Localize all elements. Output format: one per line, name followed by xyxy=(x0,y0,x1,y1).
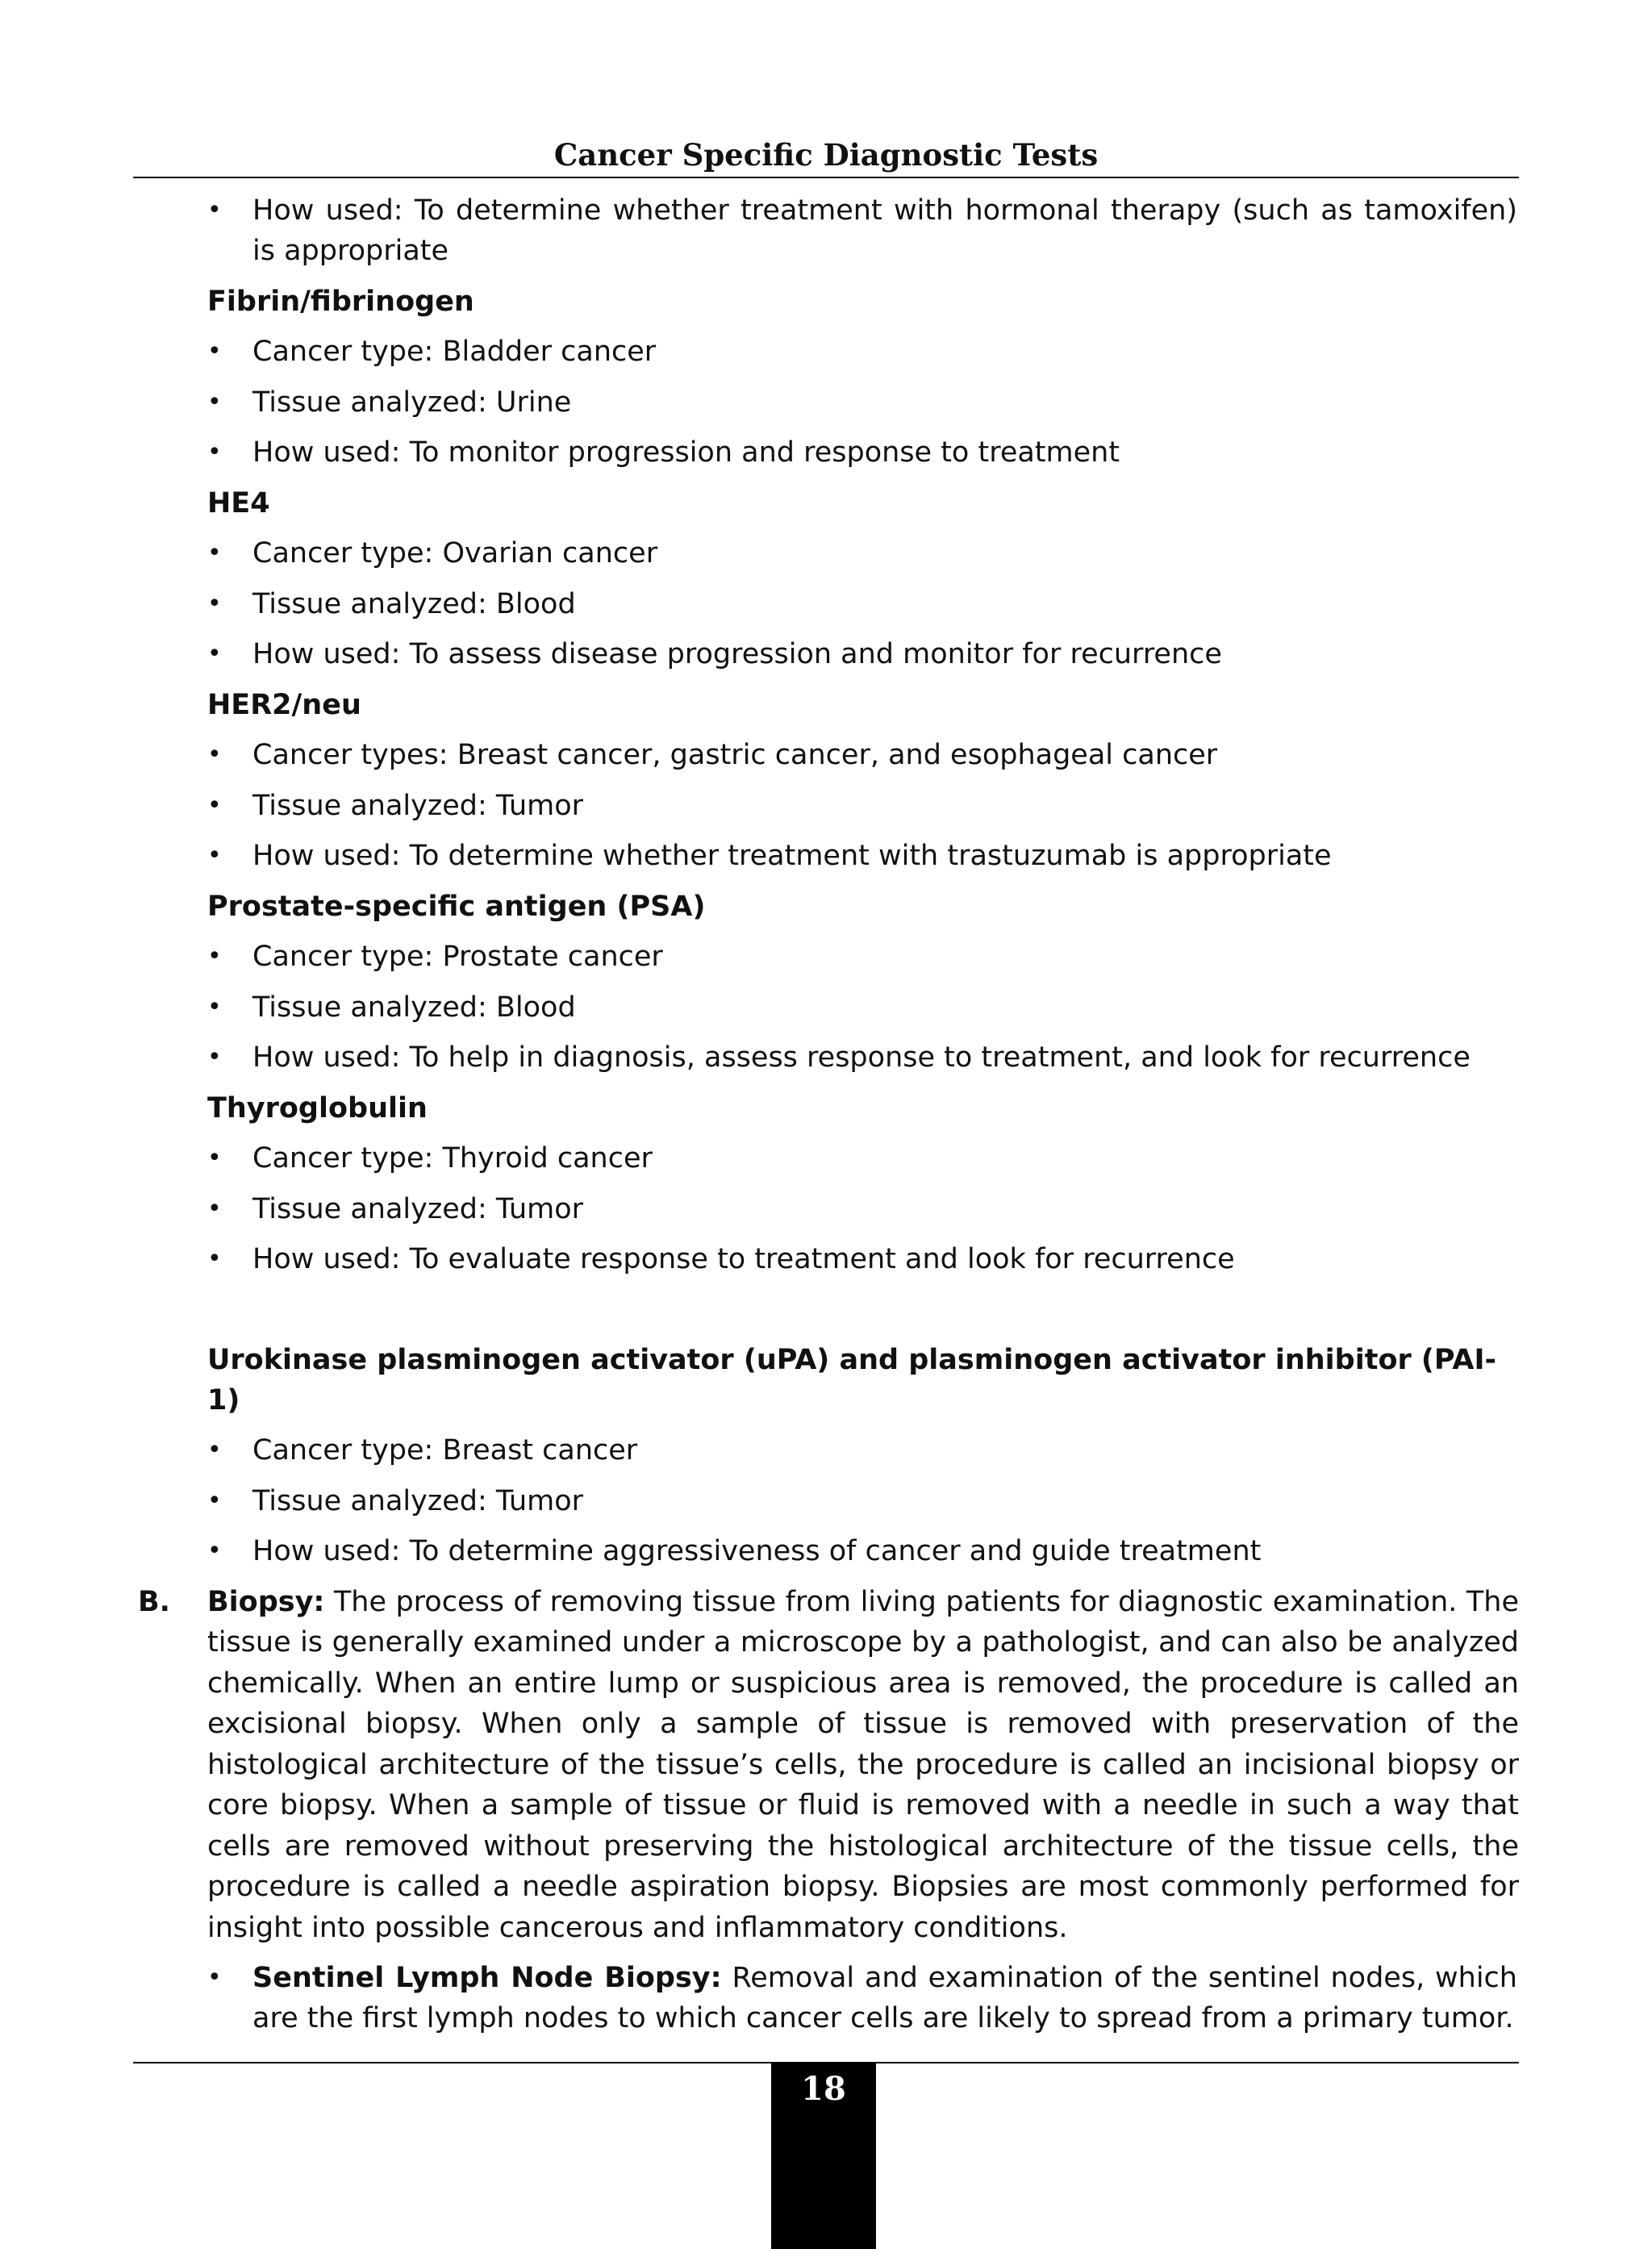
list-item xyxy=(133,634,1519,674)
list-item xyxy=(133,382,1519,423)
running-header: Cancer Specific Diagnostic Tests xyxy=(553,137,1099,173)
bullet-icon: • xyxy=(207,992,222,1021)
bullet-icon: • xyxy=(207,640,222,668)
list-item-text: Tissue analyzed: Blood xyxy=(252,587,576,620)
page-body xyxy=(133,190,1519,2049)
bullet-icon: • xyxy=(207,387,222,416)
list-item-text: How used: To monitor progression and response to treatment xyxy=(252,436,1120,469)
marker-heading: HE4 xyxy=(207,486,270,519)
list-item-text: How used: To determine whether treatment with hormonal therapy (such as tamoxifen) is appropriate xyxy=(252,194,1517,267)
list-item-text: Cancer type: Breast cancer xyxy=(252,1434,638,1467)
list-item xyxy=(133,1189,1519,1229)
list-item xyxy=(133,1138,1519,1179)
list-item-text: Cancer types: Breast cancer, gastric cancer, and esophageal cancer xyxy=(252,739,1218,771)
list-item xyxy=(133,584,1519,624)
list-item xyxy=(133,332,1519,372)
list-item xyxy=(133,1037,1519,1078)
list-item xyxy=(133,836,1519,876)
list-item-text: Tissue analyzed: Urine xyxy=(252,386,572,419)
list-item-text: Removal and examination of the sentinel nodes, which are the first lymph nodes to which cancer cells are likely to spread from a primary tumor. xyxy=(252,1962,1517,2034)
header-rule xyxy=(133,177,1519,178)
list-item xyxy=(133,1430,1519,1471)
list-item xyxy=(133,1958,1519,2038)
list-item xyxy=(133,533,1519,574)
marker-heading: HER2/neu xyxy=(207,688,361,721)
list-item xyxy=(133,735,1519,775)
list-item xyxy=(133,432,1519,473)
page-number: 18 xyxy=(801,2070,846,2108)
list-item-text: How used: To determine whether treatment with trastuzumab is appropriate xyxy=(252,840,1332,872)
bullet-icon: • xyxy=(207,841,222,870)
list-item xyxy=(133,1481,1519,1521)
marker-heading: Prostate-specific antigen (PSA) xyxy=(207,890,706,923)
bullet-icon: • xyxy=(207,589,222,618)
list-item-text: Cancer type: Ovarian cancer xyxy=(252,537,658,570)
bullet-icon: • xyxy=(207,1144,222,1172)
bullet-icon: • xyxy=(207,1486,222,1515)
list-item xyxy=(133,1239,1519,1279)
section-b-paragraph xyxy=(133,1582,1519,1949)
bullet-icon: • xyxy=(207,438,222,466)
bullet-icon: • xyxy=(207,942,222,970)
list-item-text: Cancer type: Prostate cancer xyxy=(252,941,663,973)
list-item-text: Cancer type: Bladder cancer xyxy=(252,336,657,368)
list-item-text: Tissue analyzed: Tumor xyxy=(252,1484,584,1517)
list-item xyxy=(133,987,1519,1028)
list-item-text: How used: To assess disease progression and monitor for recurrence xyxy=(252,638,1222,670)
bullet-icon: • xyxy=(207,1194,222,1223)
marker-heading: Fibrin/fibrinogen xyxy=(207,285,474,318)
list-item-text: Tissue analyzed: Tumor xyxy=(252,1192,584,1225)
section-text: The process of removing tissue from living patients for diagnostic examination. The tissue is generally examined under a microscope by a pathologist, and can also be analyzed chemically. When an entire lump or suspicious area is removed, the procedure is called an excisional biopsy. When only a sample of tissue is removed with preservation of the histological architecture of the tissue’s cells, the procedure is called an incisional biopsy or core biopsy. When a sample of tissue or fluid is removed with a needle in such a way that cells are removed without preserving the histological architecture of the tissue cells, the procedure is called a needle aspiration biopsy. Biopsies are most commonly performed for insight into possible cancerous and inflammatory conditions. xyxy=(207,1585,1519,1944)
list-item-text: Cancer type: Thyroid cancer xyxy=(252,1142,653,1175)
blank-line xyxy=(133,1290,1519,1340)
page-number-tab xyxy=(771,2063,876,2249)
bullet-icon: • xyxy=(207,1436,222,1464)
list-item-text: How used: To evaluate response to treatment and look for recurrence xyxy=(252,1243,1235,1275)
marker-heading: Thyroglobulin xyxy=(207,1091,428,1124)
list-item xyxy=(133,937,1519,977)
bullet-icon: • xyxy=(207,1963,222,1992)
list-item-text: Tissue analyzed: Tumor xyxy=(252,789,584,822)
bullet-icon: • xyxy=(207,1245,222,1273)
bullet-icon: • xyxy=(207,741,222,769)
bullet-icon: • xyxy=(207,337,222,365)
list-item-text: How used: To help in diagnosis, assess response to treatment, and look for recurrence xyxy=(252,1041,1471,1074)
section-term: Biopsy: xyxy=(207,1585,325,1618)
list-item xyxy=(133,786,1519,826)
list-item-term: Sentinel Lymph Node Biopsy: xyxy=(252,1962,722,1994)
list-item xyxy=(133,190,1519,271)
marker-heading: Urokinase plasminogen activator (uPA) and plasminogen activator inhibitor (PAI-1) xyxy=(207,1343,1497,1417)
list-item xyxy=(133,1531,1519,1571)
bullet-icon: • xyxy=(207,196,222,224)
section-marker: B. xyxy=(138,1585,170,1618)
bullet-icon: • xyxy=(207,539,222,567)
list-item-text: Tissue analyzed: Blood xyxy=(252,991,576,1024)
bullet-icon: • xyxy=(207,1043,222,1071)
list-item-text: How used: To determine aggressiveness of cancer and guide treatment xyxy=(252,1535,1262,1567)
bullet-icon: • xyxy=(207,1537,222,1565)
bullet-icon: • xyxy=(207,791,222,820)
